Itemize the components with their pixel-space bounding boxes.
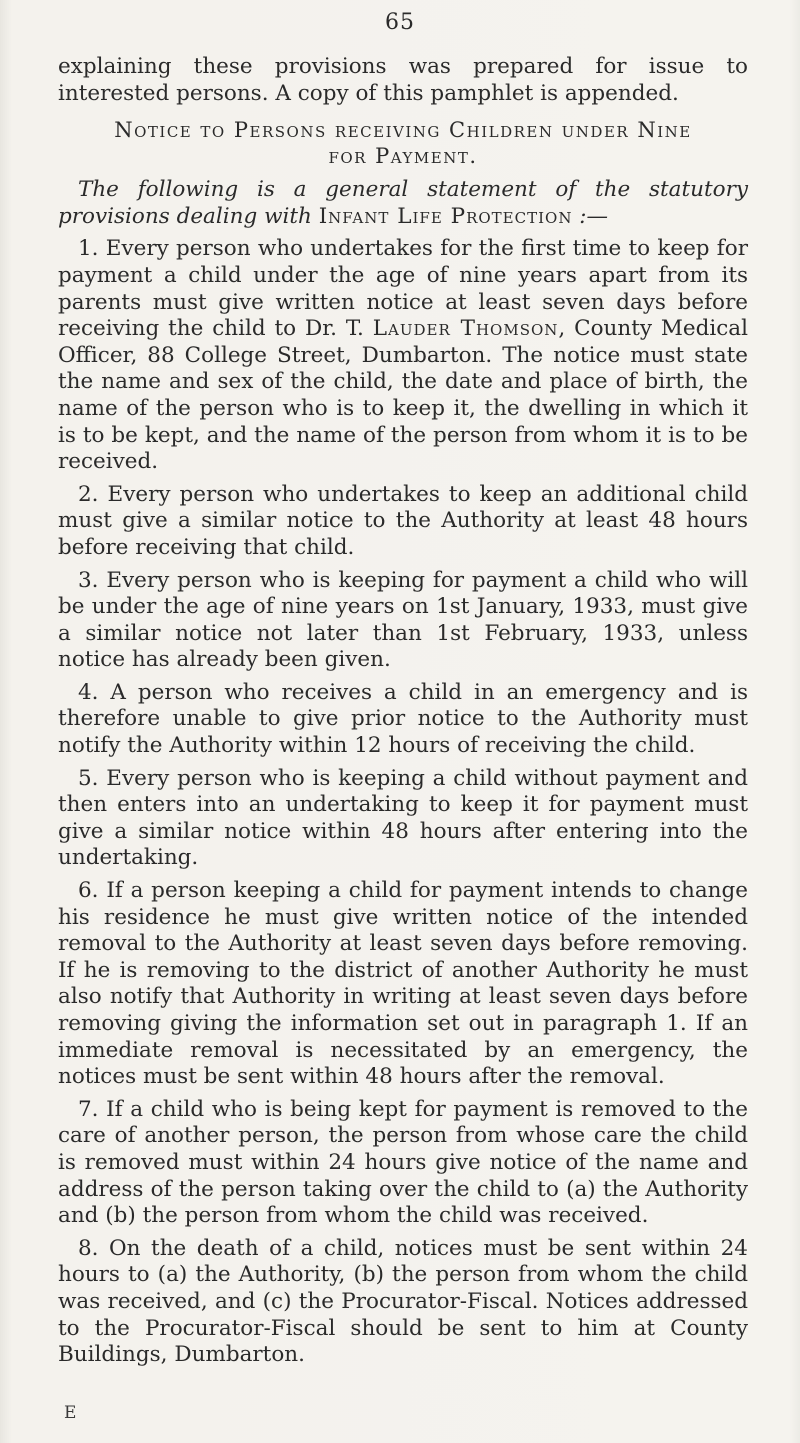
statement-paragraph: [58, 177, 748, 230]
provision-paragraph-2: 2. Every person who undertakes to keep an additional child must give a similar notice to the Authority at least 48 hours before receiving that child.: [58, 481, 748, 560]
statement-italic: The following is a general statement of the statutory provisions dealing with: [58, 177, 748, 229]
statement-caps: Infant Life Protection: [318, 203, 573, 229]
page-number: 65: [385, 10, 415, 35]
provision-1-caps: Lauder Thomson: [372, 316, 559, 342]
notice-heading-line-1: Notice to Persons receiving Children under Nine: [114, 118, 692, 143]
notice-heading: [58, 117, 748, 169]
provision-paragraph-6: 6. If a person keeping a child for payment intends to change his residence he must give written notice of the intended removal to the Authority at least seven days before removing. If he is removing to the district of another Authority he must also notify that Authority in writing at least seven days before removing giving the information set out in paragraph 1. If an immediate removal is necessitated by an emergency, the notices must be sent within 48 hours after the removal.: [58, 878, 748, 1090]
provision-paragraph-3: 3. Every person who is keeping for payment a child who will be under the age of nine years on 1st January, 1933, must give a similar notice not later than 1st February, 1933, unless notice has already been given.: [58, 567, 748, 673]
document-body: [58, 54, 748, 1369]
provision-1-post: , County Medical Officer, 88 College Street, Dumbarton. The notice must state the name and sex of the child, the date and place of birth, the name of the person who is to keep it, the dwelling in which it is to be kept, and the name of the person from whom it is to be received.: [58, 316, 748, 475]
intro-paragraph: explaining these provisions was prepared for issue to interested persons. A copy of this pamphlet is appended.: [58, 54, 748, 106]
provision-1-pre: 1. Every person who undertakes for the first time to keep for payment a child under the age of nine years apart from its parents must give written notice at least seven days before receiving the child to Dr. T.: [58, 236, 748, 342]
statement-end: :—: [572, 203, 609, 229]
provision-paragraph-7: 7. If a child who is being kept for payment is removed to the care of another person, the person from whose care the child is removed must within 24 hours give notice of the name and address of the person taking over the child to (a) the Authority and (b) the person from whom the child was received.: [58, 1096, 748, 1229]
notice-heading-line-2: for Payment.: [328, 144, 478, 169]
signature-mark: E: [64, 1403, 77, 1423]
provision-paragraph-5: 5. Every person who is keeping a child without payment and then enters into an undertaking to keep it for payment must give a similar notice within 48 hours after entering into the undertaking.: [58, 765, 748, 871]
provision-paragraph-1: [58, 236, 748, 475]
provision-paragraph-4: 4. A person who receives a child in an emergency and is therefore unable to give prior notice to the Authority must notify the Authority within 12 hours of receiving the child.: [58, 679, 748, 759]
provision-paragraph-8: 8. On the death of a child, notices must be sent within 24 hours to (a) the Authority, (b) the person from whom the child was received, and (c) the Procurator-Fiscal. Notices addressed to the Procurator-Fiscal should be sent to him at County Buildings, Dumbarton.: [58, 1235, 748, 1368]
